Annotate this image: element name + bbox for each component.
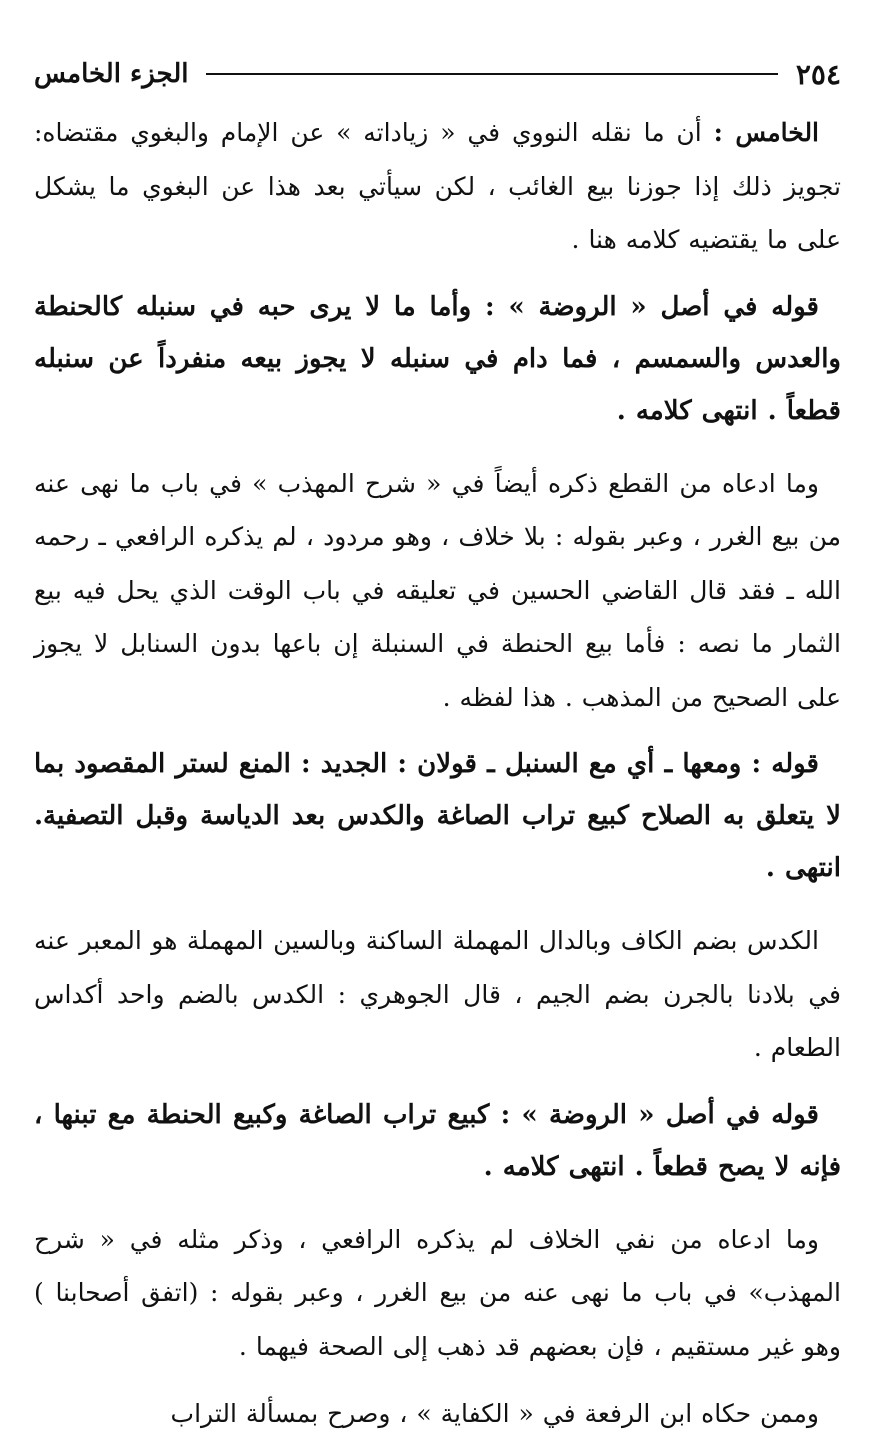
quote-paragraph-3: قوله في أصل « الروضة » : كبيع تراب الصاغة وكبيع الحنطة مع تبنها ، فإنه لا يصح قطعاً . انتهى كلامه .: [34, 1099, 841, 1182]
quote-paragraph-1: قوله في أصل « الروضة » : وأما ما لا يرى حبه في سنبله كالحنطة والعدس والسمسم ، فما دام في سنبله لا يجوز بيعه منفرداً عن سنبله قطعاً . انتهى كلامه .: [34, 291, 841, 426]
page-body: [34, 106, 841, 1441]
running-title: الجزء الخامس: [34, 59, 189, 89]
paragraph-4: وما ادعاه من نفي الخلاف لم يذكره الرافعي ، وذكر مثله في « شرح المهذب» في باب ما نهى عنه من بيع الغرر ، وعبر بقوله : (اتفق أصحابنا ) وهو غير مستقيم ، فإن بعضهم قد ذهب إلى الصحة فيهما .: [34, 1224, 841, 1361]
paragraph-1: [34, 106, 841, 267]
page-header: [34, 52, 841, 96]
paragraph-1-lead: الخامس :: [713, 118, 820, 147]
quote-paragraph-2: قوله : ومعها ـ أي مع السنبل ـ قولان : الجديد : المنع لستر المقصود بما لا يتعلق به الصلاح كبيع تراب الصاغة والكدس بعد الدياسة وقبل التصفية. انتهى .: [34, 749, 841, 883]
paragraph-1-text: أن ما نقله النووي في « زياداته » عن الإمام والبغوي مقتضاه: تجويز ذلك إذا جوزنا بيع الغائب ، لكن سيأتي بعد هذا عن البغوي ما يشكل على ما يقتضيه كلامه هنا .: [34, 118, 841, 254]
paragraph-5: وممن حكاه ابن الرفعة في « الكفاية » ، وصرح بمسألة التراب: [170, 1399, 819, 1428]
header-rule: [206, 73, 777, 75]
page-number: ٢٥٤: [795, 57, 841, 91]
paragraph-2: وما ادعاه من القطع ذكره أيضاً في « شرح المهذب » في باب ما نهى عنه من بيع الغرر ، وعبر بقوله : بلا خلاف ، وهو مردود ، لم يذكره الرافعي ـ رحمه الله ـ فقد قال القاضي الحسين في تعليقه في باب الوقت الذي يحل فيه بيع الثمار ما نصه : فأما بيع الحنطة في السنبلة إن باعها بدون السنابل لا يجوز على الصحيح من المذهب . هذا لفظه .: [34, 468, 841, 712]
paragraph-3: الكدس بضم الكاف وبالدال المهملة الساكنة وبالسين المهملة هو المعبر عنه في بلادنا بالجرن بضم الجيم ، قال الجوهري : الكدس بالضم واحد أكداس الطعام .: [34, 926, 841, 1062]
